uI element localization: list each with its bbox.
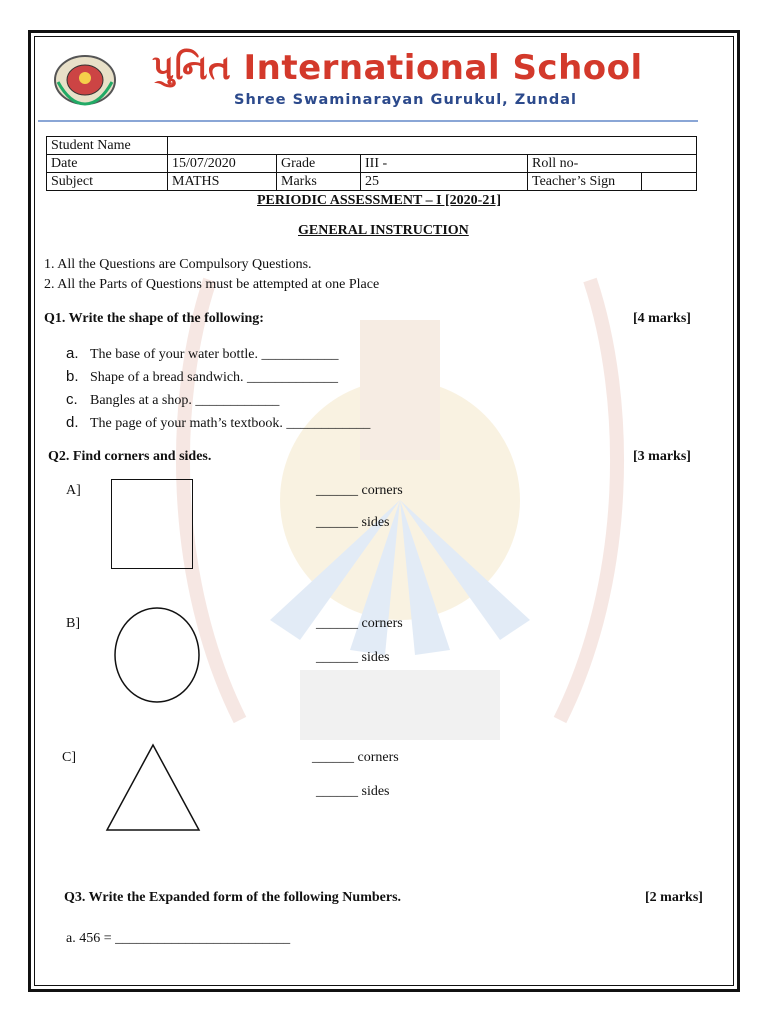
student-name-label: Student Name xyxy=(47,137,168,155)
q1-item-letter: b. xyxy=(66,368,79,385)
sides-answer[interactable]: ______ sides xyxy=(316,515,390,530)
date-value: 15/07/2020 xyxy=(168,155,277,173)
shape-label-c: C] xyxy=(62,750,76,765)
subject-value: MATHS xyxy=(168,173,277,191)
corners-answer[interactable]: ______ corners xyxy=(312,750,399,765)
q1-item-text[interactable]: The page of your math’s textbook. ____________ xyxy=(90,416,371,431)
sides-answer[interactable]: ______ sides xyxy=(316,784,390,799)
instruction-item: 2. All the Parts of Questions must be attempted at one Place xyxy=(44,277,380,292)
q1-item-letter: d. xyxy=(66,414,79,431)
general-instruction-title: GENERAL INSTRUCTION xyxy=(298,223,469,238)
q1-item-text[interactable]: Shape of a bread sandwich. _____________ xyxy=(90,370,339,385)
q3-item[interactable]: a. 456 = _________________________ xyxy=(66,931,291,946)
circle-shape xyxy=(113,606,201,704)
header-divider xyxy=(38,120,698,122)
square-shape xyxy=(111,479,193,569)
shape-label-a: A] xyxy=(66,483,81,498)
grade-label: Grade xyxy=(277,155,361,173)
teacher-sign-field[interactable] xyxy=(642,173,697,191)
school-subtitle: Shree Swaminarayan Gurukul, Zundal xyxy=(234,92,578,108)
subject-label: Subject xyxy=(47,173,168,191)
school-logo-icon xyxy=(50,52,120,108)
q1-item-letter: c. xyxy=(66,391,78,408)
q1-item-letter: a. xyxy=(66,345,79,362)
student-info-table xyxy=(46,136,697,191)
corners-answer[interactable]: ______ corners xyxy=(316,616,403,631)
q1-marks: [4 marks] xyxy=(633,311,691,326)
triangle-shape xyxy=(105,743,201,833)
q3-title: Q3. Write the Expanded form of the following Numbers. xyxy=(64,890,402,905)
q3-marks: [2 marks] xyxy=(645,890,703,905)
q2-title: Q2. Find corners and sides. xyxy=(48,449,212,464)
q1-item-text[interactable]: The base of your water bottle. ___________ xyxy=(90,347,339,362)
q2-marks: [3 marks] xyxy=(633,449,691,464)
instruction-item: 1. All the Questions are Compulsory Questions. xyxy=(44,257,312,272)
teacher-sign-label: Teacher’s Sign xyxy=(528,173,642,191)
marks-value: 25 xyxy=(361,173,528,191)
q1-item-text[interactable]: Bangles at a shop. ____________ xyxy=(90,393,280,408)
marks-label: Marks xyxy=(277,173,361,191)
grade-value: III - xyxy=(361,155,528,173)
school-name: પુનિત International School xyxy=(152,48,643,88)
student-name-field[interactable] xyxy=(168,137,697,155)
sides-answer[interactable]: ______ sides xyxy=(316,650,390,665)
q1-title: Q1. Write the shape of the following: xyxy=(44,311,264,326)
roll-no-label: Roll no- xyxy=(528,155,697,173)
date-label: Date xyxy=(47,155,168,173)
assessment-title: PERIODIC ASSESSMENT – I [2020-21] xyxy=(257,193,502,208)
corners-answer[interactable]: ______ corners xyxy=(316,483,403,498)
shape-label-b: B] xyxy=(66,616,80,631)
